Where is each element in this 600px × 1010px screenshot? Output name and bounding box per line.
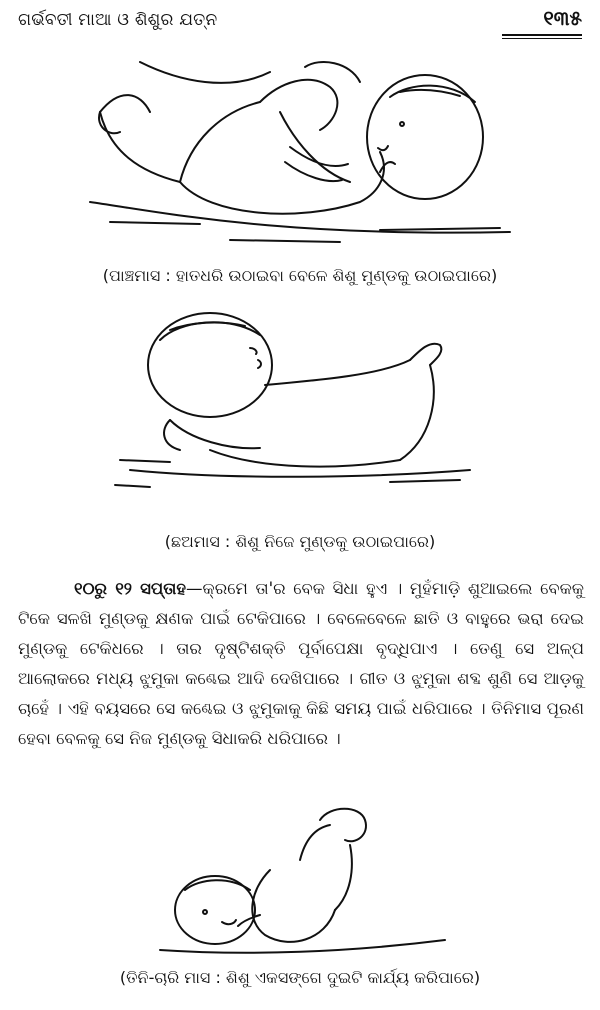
body-paragraph-text [18, 574, 584, 754]
page-number-rule [502, 34, 582, 36]
figure-baby-prone [0, 300, 600, 500]
figure-baby-pulled-up [0, 52, 600, 252]
page-number: ୧୩୫ [543, 6, 582, 30]
figure-caption-3: (ତିନି-ଚାରି ମାସ : ଶିଶୁ ଏକସଙ୍ଗେ ଦୁଇଟି କାର୍ଯ୍ୟ କରିପାରେ) [119, 968, 481, 987]
figure-caption-2: (ଛଅମାସ : ଶିଶୁ ନିଜେ ମୁଣ୍ଡକୁ ଉଠାଇପାରେ) [164, 532, 436, 551]
running-title: ଗର୍ଭବତୀ ମାଆ ଓ ଶିଶୁର ଯତ୍ନ [18, 10, 218, 30]
baby-prone-illustration [110, 300, 490, 500]
baby-supine-illustration [150, 800, 450, 960]
page-number-rule-thin [502, 38, 582, 39]
figure-caption-1: (ପାଞ୍ଚମାସ : ହାତଧରି ଉଠାଇବା ବେଳେ ଶିଶୁ ମୁଣ୍ଡକୁ ଉଠାଇପାରେ) [102, 266, 498, 285]
body-lead: ୧୦ରୁ ୧୨ ସପ୍ତାହ [74, 579, 186, 598]
page-header [18, 6, 582, 40]
body-paragraph [18, 574, 584, 754]
figure-baby-supine [0, 800, 600, 960]
baby-pulled-up-illustration [80, 52, 520, 252]
body-text: —କ୍ରମେ ତା'ର ବେକ ସିଧା ହୁଏ । ମୁହଁମାଡ଼ି ଶୁଆଇଲେ ବେକକୁ ଟିକେ ସଳଖି ମୁଣ୍ଡକୁ କ୍ଷଣକ ପାଇଁ ଟେକିପାରେ । ବେଳେବେଳେ ଛାତି ଓ ବାହୁରେ ଭରା ଦେଇ ମୁଣ୍ଡକୁ ଟେକିଧରେ । ତାର ଦୃଷ୍ଟିଶକ୍ତି ପୂର୍ବାପେକ୍ଷା ବୃଦ୍ଧିପାଏ । ତେଣୁ ସେ ଅଳ୍ପ ଆଲୋକରେ ମଧ୍ୟ ଝୁମୁକା କଣ୍ଢେଇ ଆଦି ଦେଖିପାରେ । ଗୀତ ଓ ଝୁମୁକା ଶବ୍ଦ ଶୁଣି ସେ ଆଡ଼କୁ ଚାହେଁ । ଏହି ବୟସରେ ସେ କଣ୍ଢେଇ ଓ ଝୁମୁକାକୁ କିଛି ସମୟ ପାଇଁ ଧରିପାରେ । ତିନିମାସ ପୂରଣ ହେବା ବେଳକୁ ସେ ନିଜ ମୁଣ୍ଡକୁ ସିଧାକରି ଧରିପାରେ । [18, 579, 584, 748]
